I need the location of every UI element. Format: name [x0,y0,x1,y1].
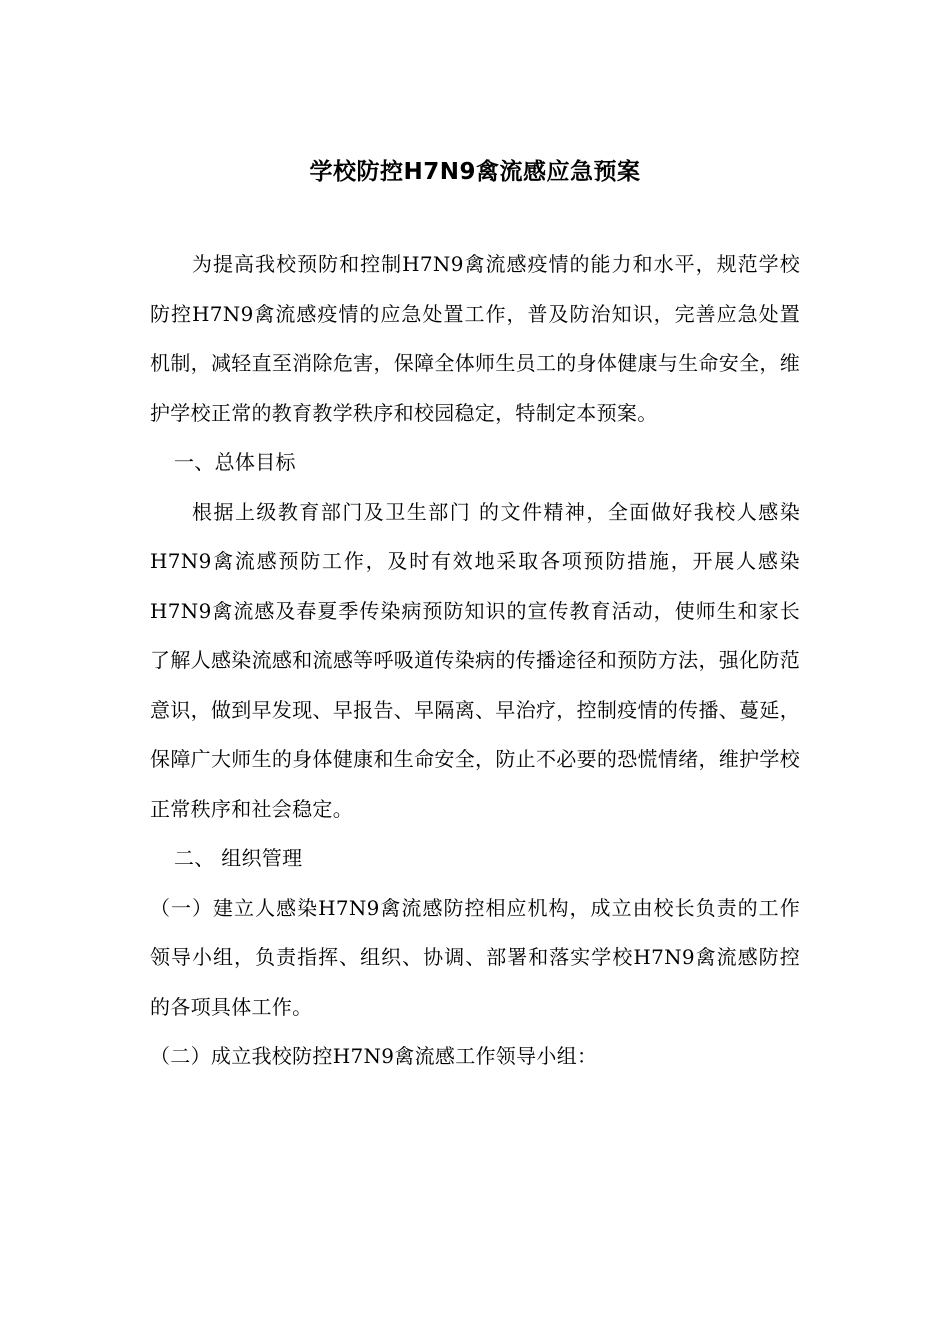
document-body [150,240,800,1082]
overall-goal-paragraph: 根据上级教育部门及卫生部门 的文件精神，全面做好我校人感染H7N9禽流感预防工作，及时有效地采取各项预防措施，开展人感染H7N9禽流感及春夏季传染病预防知识的宣传教育活动，使师生和家长了解人感染流感和流感等呼吸道传染病的传播途径和预防方法，强化防范意识，做到早发现、早报告、早隔离、早治疗，控制疫情的传播、蔓延，保障广大师生的身体健康和生命安全，防止不必要的恐慌情绪，维护学校正常秩序和社会稳定。 [150,499,800,821]
document-title: 学校防控H7N9禽流感应急预案 [309,159,641,185]
organization-item-2: （二）成立我校防控H7N9禽流感工作领导小组： [150,1044,598,1068]
intro-paragraph: 为提高我校预防和控制H7N9禽流感疫情的能力和水平，规范学校防控H7N9禽流感疫情的应急处置工作，普及防治知识，完善应急处置机制，减轻直至消除危害，保障全体师生员工的身体健康与生命安全，维护学校正常的教育教学秩序和校园稳定，特制定本预案。 [150,252,800,425]
section-heading-organization: 二、 组织管理 [174,846,303,870]
organization-item-1: （一）建立人感染H7N9禽流感防控相应机构，成立由校长负责的工作领导小组，负责指挥、组织、协调、部署和落实学校H7N9禽流感防控的各项具体工作。 [150,895,800,1019]
section-heading-overall-goal: 一、总体目标 [174,450,296,474]
